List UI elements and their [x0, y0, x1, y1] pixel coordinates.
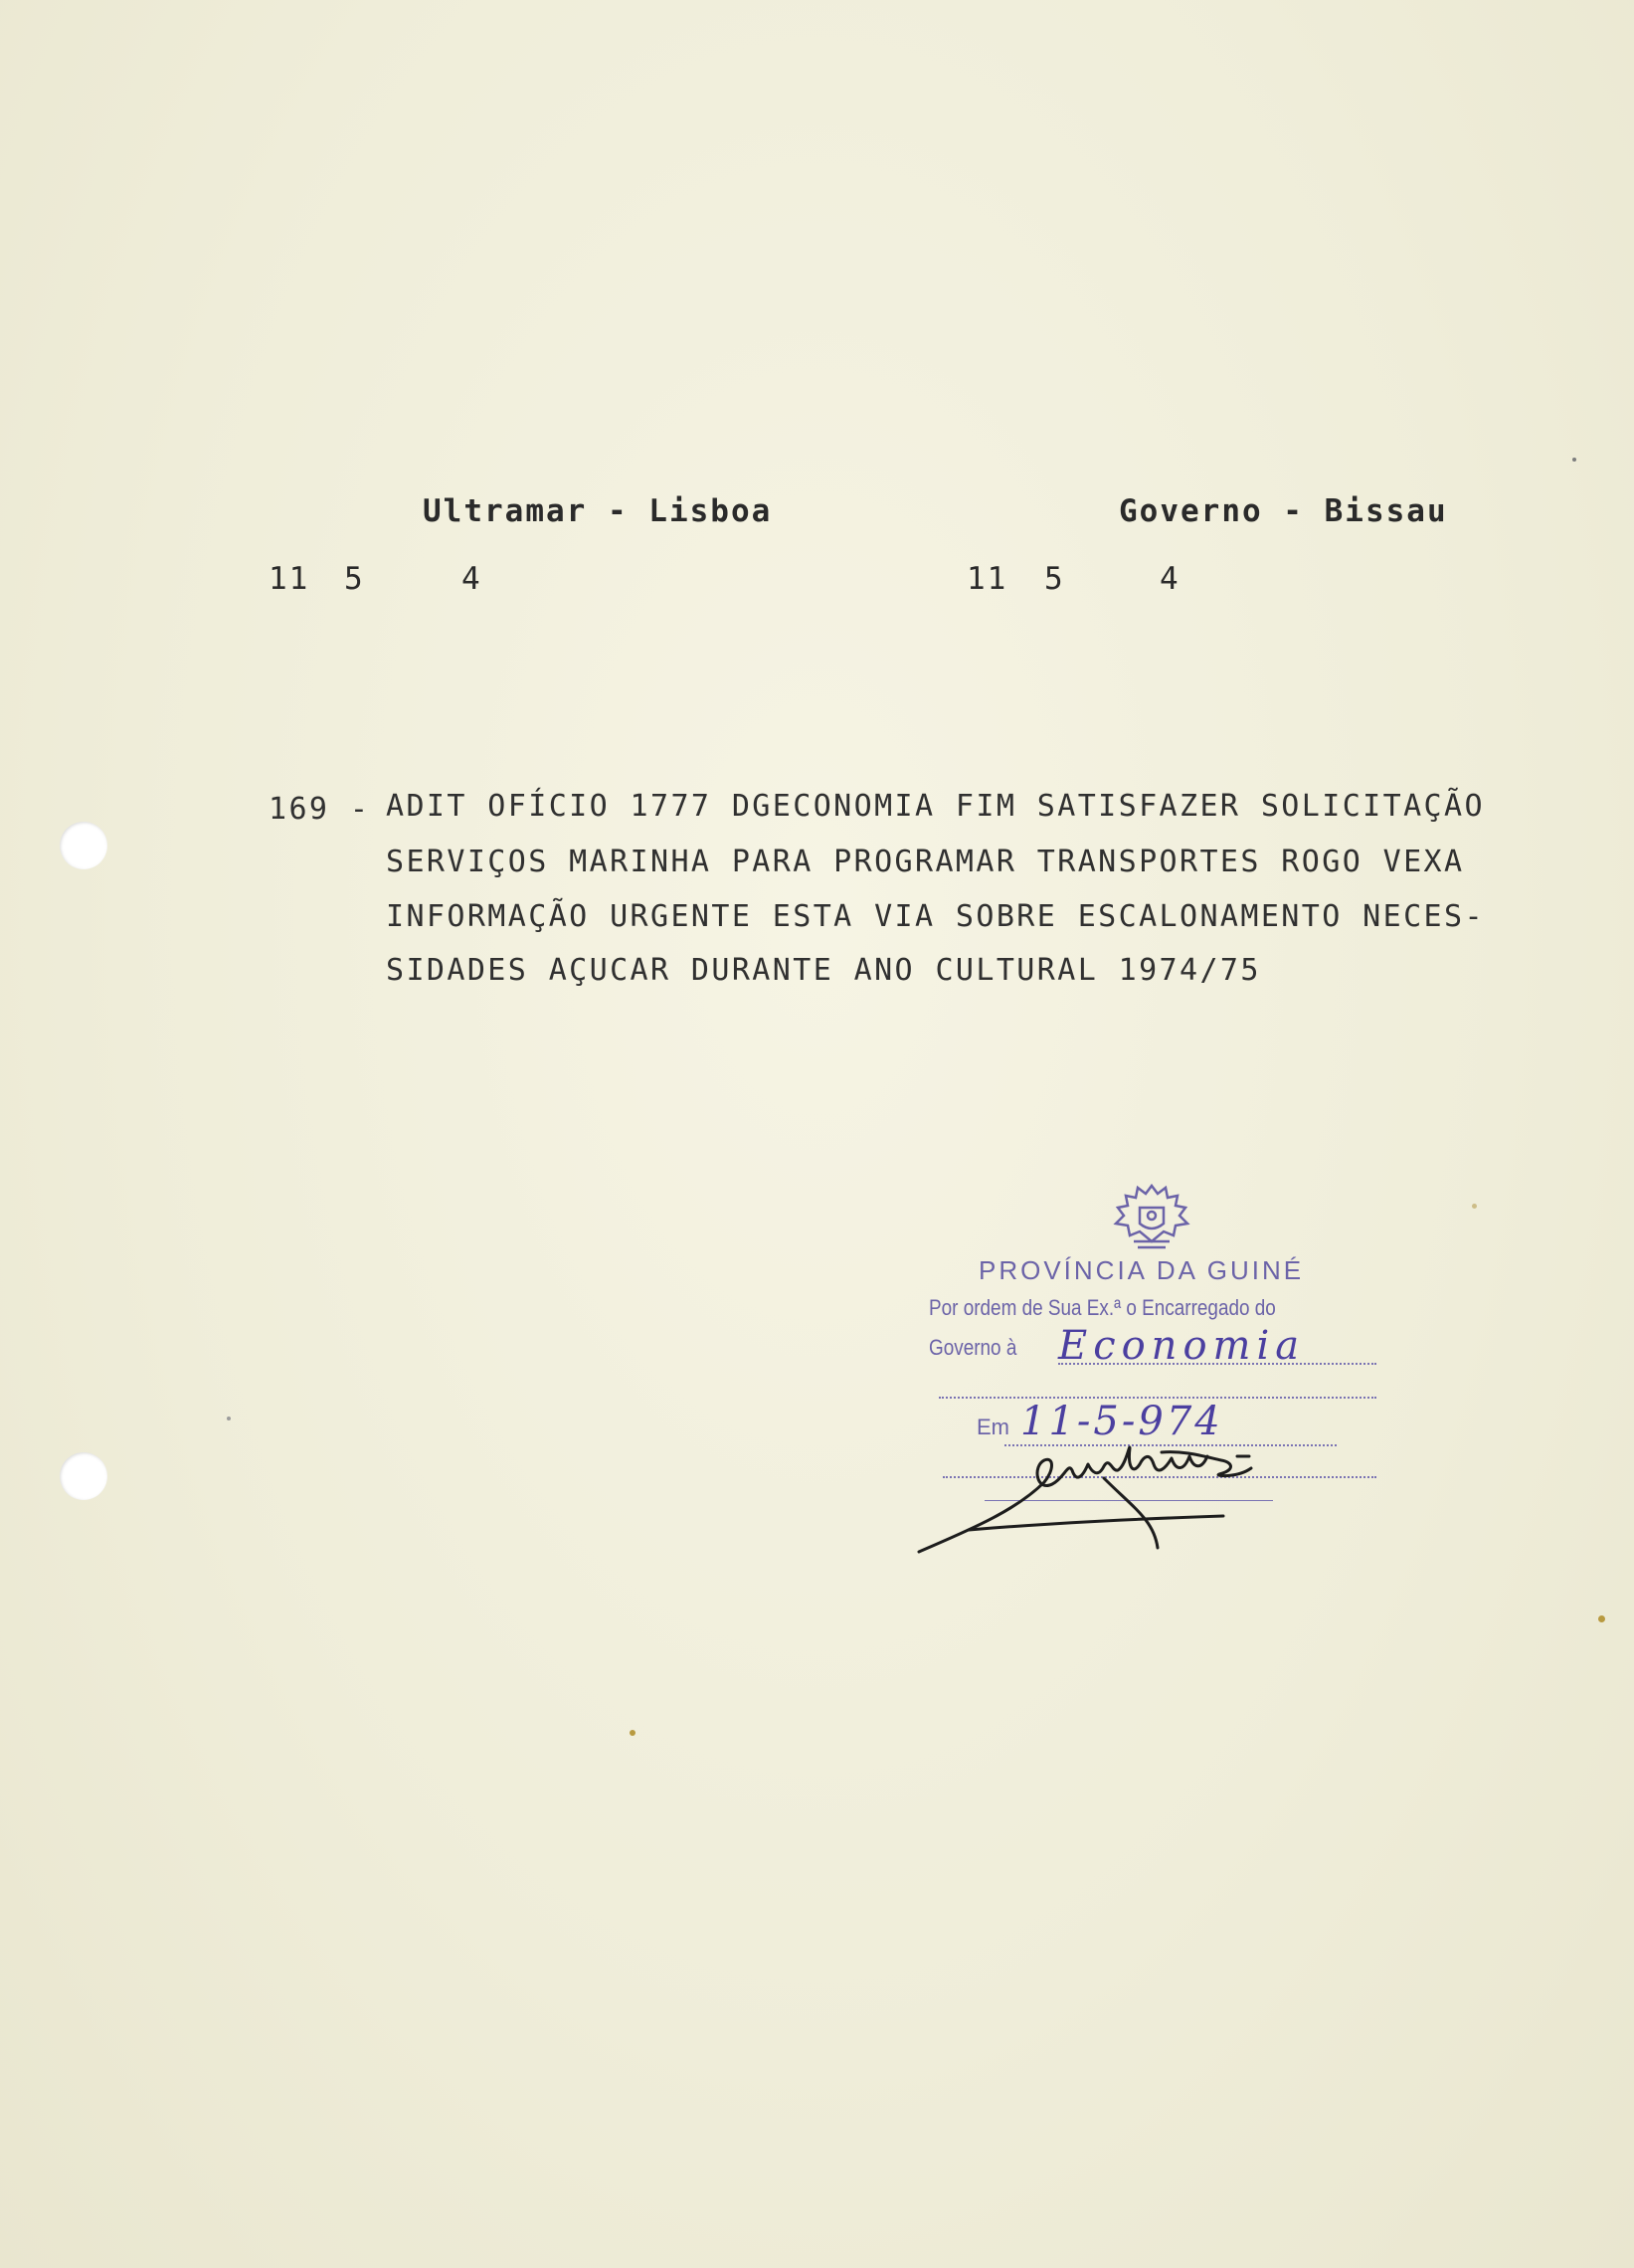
- message-line: SIDADES AÇUCAR DURANTE ANO CULTURAL 1974/75: [386, 953, 1261, 988]
- paper-speck: [1472, 1204, 1477, 1209]
- stamp-date-label: Em: [977, 1415, 1009, 1439]
- paper-speck: [1572, 458, 1576, 462]
- stamp-governo-label: Governo à: [929, 1335, 1017, 1360]
- paper-speck: [630, 1730, 635, 1736]
- left-date-month: 5: [344, 561, 365, 597]
- paper-speck: [1598, 1615, 1605, 1622]
- message-number: 169 -: [269, 792, 371, 827]
- right-date-day: 11: [967, 561, 1008, 597]
- right-date-year: 4: [1160, 561, 1180, 597]
- left-date-day: 11: [269, 561, 310, 597]
- punch-hole-top: [60, 822, 107, 869]
- stamp-province: PROVÍNCIA DA GUINÉ: [979, 1255, 1305, 1285]
- message-line: ADIT OFÍCIO 1777 DGECONOMIA FIM SATISFAZER SOLICITAÇÃO: [386, 789, 1485, 824]
- message-line: SERVIÇOS MARINHA PARA PROGRAMAR TRANSPORTES ROGO VEXA: [386, 845, 1465, 879]
- left-route: Ultramar - Lisboa: [423, 493, 773, 529]
- coat-of-arms-emblem: [1106, 1180, 1197, 1251]
- stamp-governo-line: [1058, 1363, 1376, 1365]
- message-line: INFORMAÇÃO URGENTE ESTA VIA SOBRE ESCALONAMENTO NECES-: [386, 899, 1485, 934]
- punch-hole-bottom: [60, 1452, 107, 1500]
- signature: [905, 1413, 1362, 1562]
- paper-speck: [227, 1417, 231, 1420]
- stamp-date-handwritten: 11-5-974: [1020, 1399, 1223, 1444]
- right-route: Governo - Bissau: [1119, 493, 1448, 529]
- left-date-year: 4: [461, 561, 482, 597]
- stamp-governo-handwritten: Economia: [1058, 1323, 1306, 1369]
- stamp-order-line: Por ordem de Sua Ex.ª o Encarregado do: [929, 1295, 1276, 1320]
- right-date-month: 5: [1044, 561, 1065, 597]
